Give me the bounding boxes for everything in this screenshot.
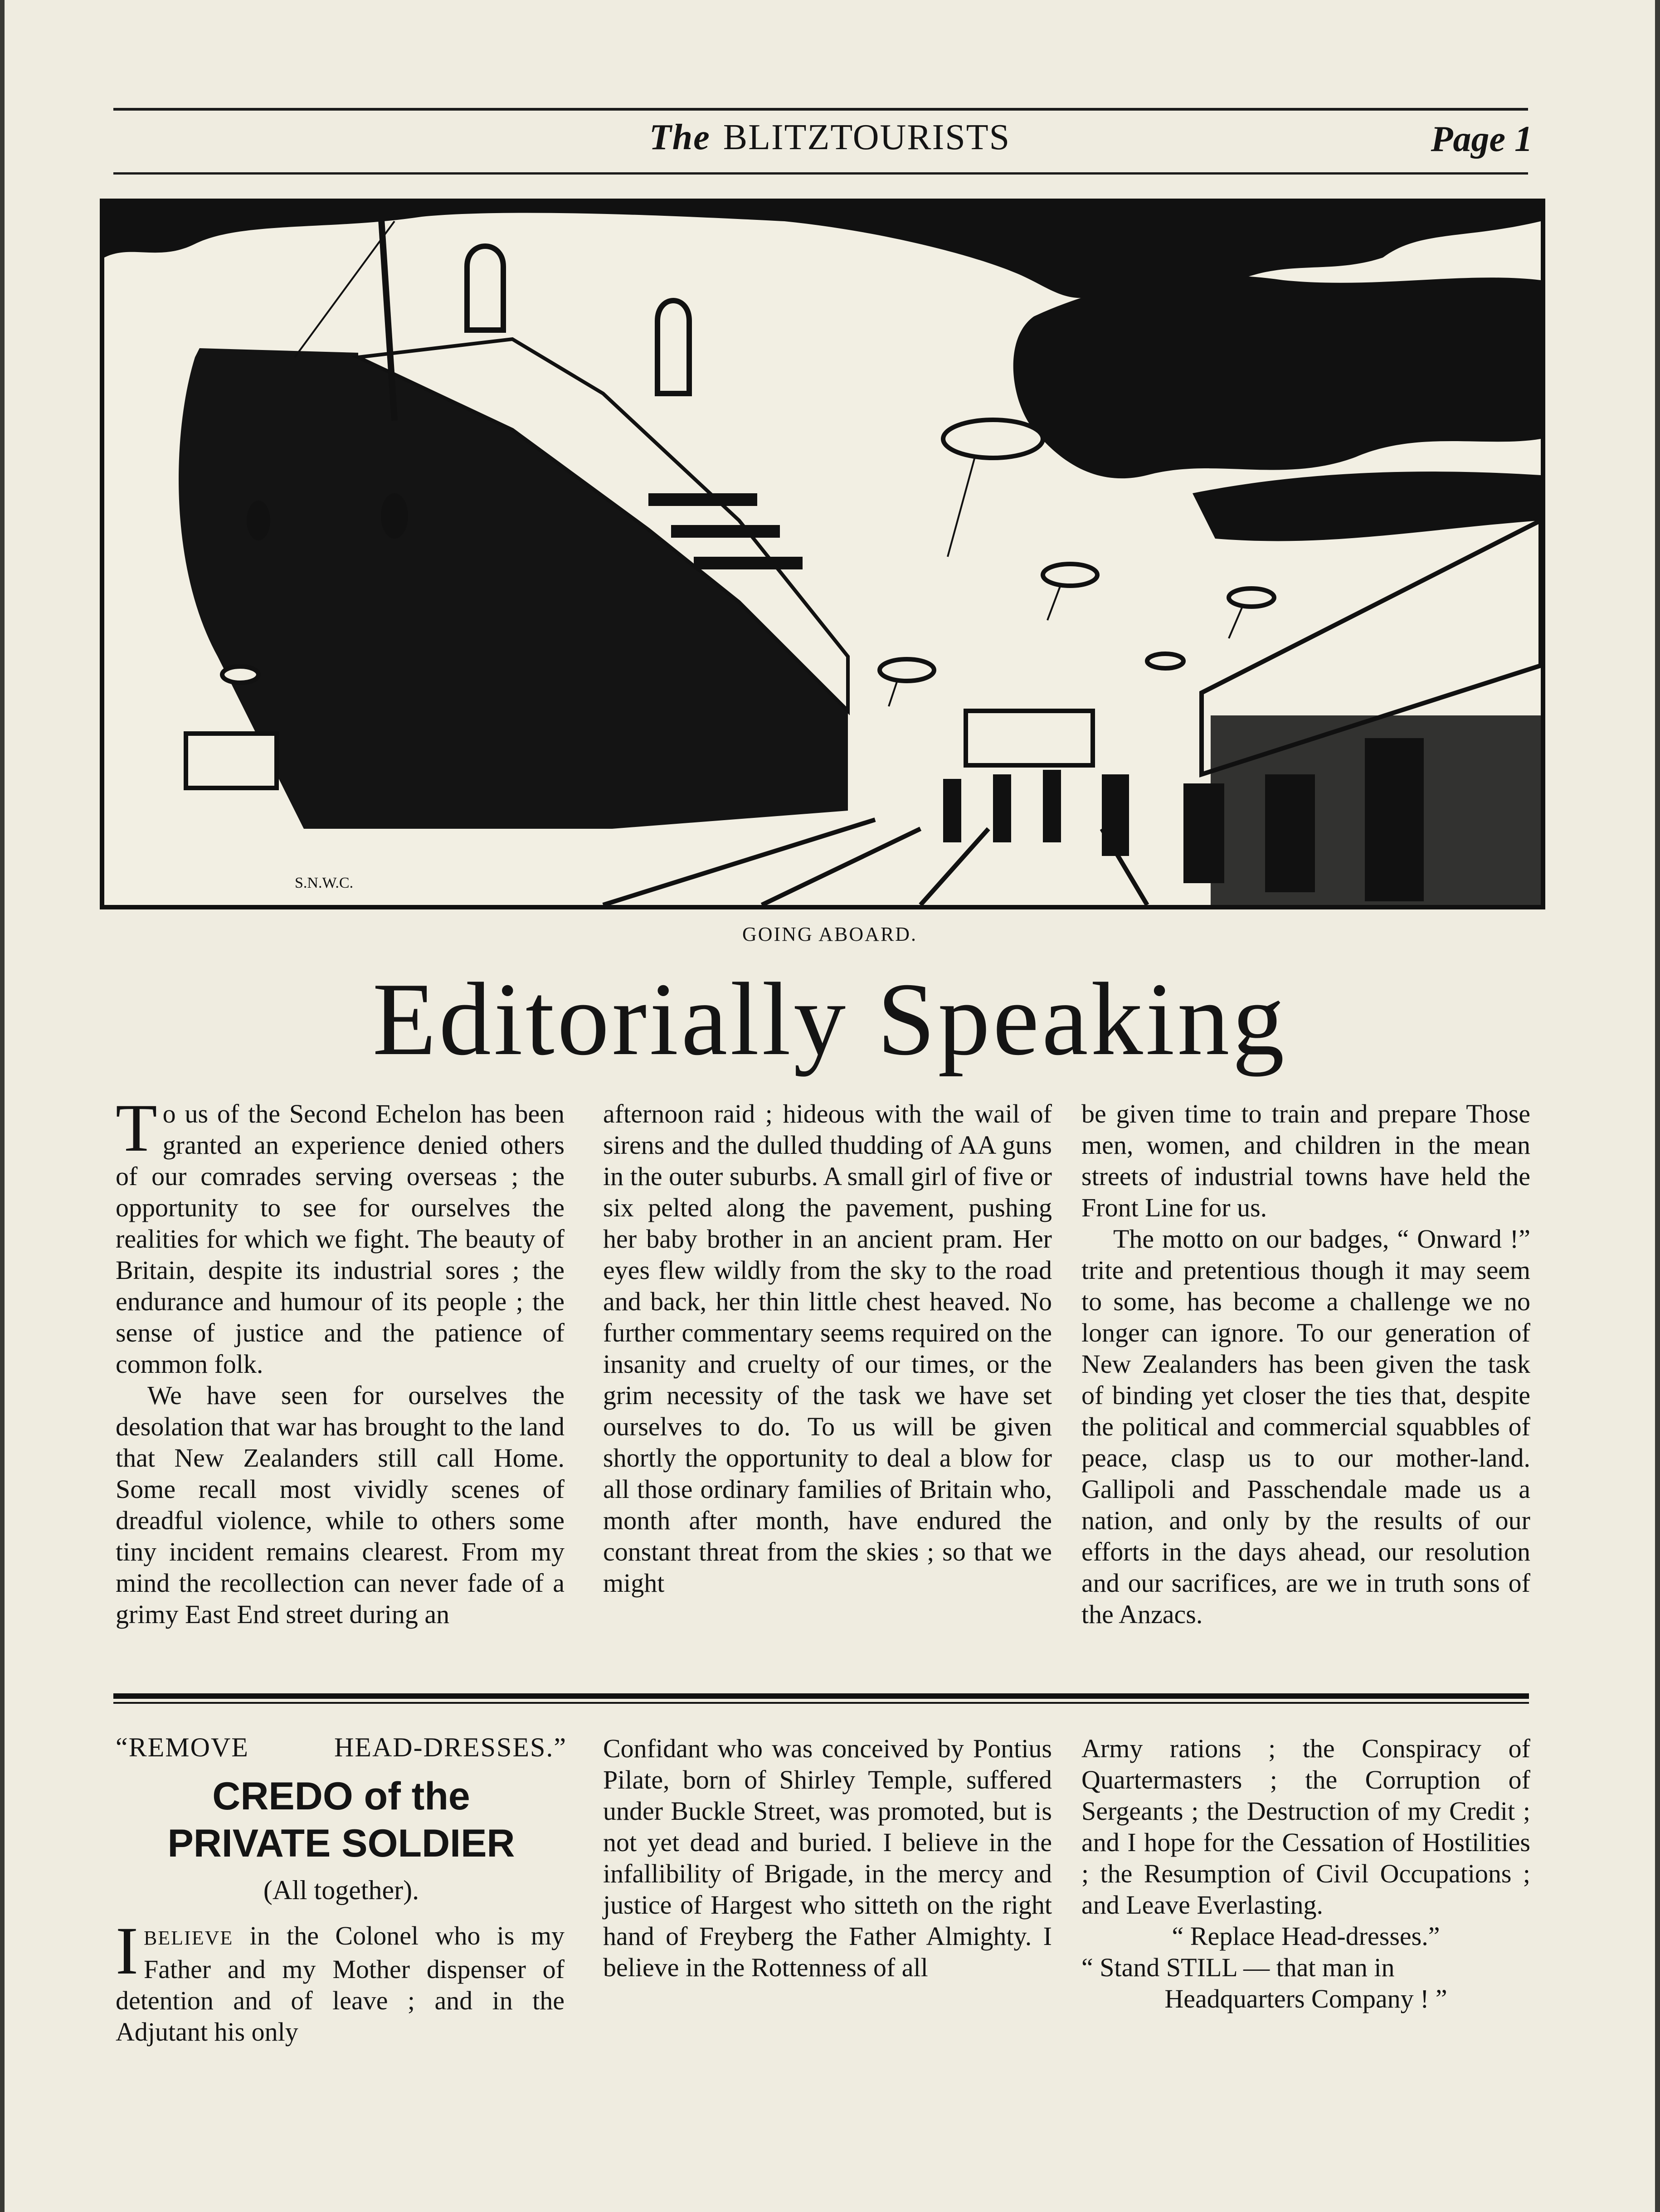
section-divider-thick [113, 1693, 1529, 1699]
ship-drawing [104, 203, 1541, 905]
header-bottom-rule [113, 172, 1528, 175]
funnel-1 [467, 246, 503, 330]
credo-col2-text: Confidant who was conceived by Pontius Pilate, born of Shirley Temple, suffered under Buckle Street, was promoted, but is not yet dead and buried. I believe in the infallibility of Brigade, in the mercy and justice of Hargest who sitteth on the right hand of Freyberg the Father Almighty. I believe in the Rottenness of all [603, 1734, 1052, 1982]
credo-col3-text: Army rations ; the Conspiracy of Quartermasters ; the Corruption of Sergeants ; the Destruction of my Credit ; and I hope for the Cessation of Hostilities ; the Resumption of Civil Occupations ; and Leave Everlasting. [1081, 1734, 1530, 1920]
stand-still: “ Stand STILL — that man in [1081, 1953, 1395, 1982]
dock-hut [186, 734, 277, 788]
credo-col1-text: in the Colonel who is my Father and my Mother dispenser of detention and of leave ; and in the Adjutant his only [116, 1921, 565, 2047]
editorial-col1-para1: o us of the Second Echelon has been granted an experience denied others of our comrades serving overseas ; the opportunity to see for ourselves the realities for which we fight. The beauty of Britain, despite its industrial sores ; the endurance and humour of its people ; the sense of justice and the patience of common folk. [116, 1099, 565, 1379]
editorial-column-1 [116, 1090, 565, 1630]
credo-title [116, 1773, 567, 1867]
all-together: (All together). [263, 1875, 419, 1905]
page-number: Page 1 [1431, 119, 1533, 159]
headquarters-company: Headquarters Company ! ” [1164, 1984, 1447, 2013]
masthead [5, 117, 1655, 158]
credo-title-line2: PRIVATE SOLDIER [167, 1822, 515, 1865]
credo-title-line1: CREDO of the [212, 1774, 470, 1818]
editorial-column-3 [1081, 1098, 1530, 1630]
train-carriage [966, 711, 1093, 765]
editorial-column-2 [603, 1098, 1052, 1599]
editorial-col3-para2: The motto on our badges, “ Onward !” trite and pretentious though it may seem to some, has become a challenge we no longer can ignore. To our generation of New Zealanders has been given the task of binding yet closer the ties that, despite the political and commercial squabbles of peace, clasp us to our mother-land. Gallipoli and Passchendale made us a nation, and only by the results of our efforts in the days ahead, our resolution and our sacrifices, are we in truth sons of the Anzacs. [1081, 1224, 1530, 1629]
masthead-the: The [649, 117, 711, 157]
replace-headdresses: “ Replace Head-dresses.” [1172, 1921, 1440, 1951]
header-top-rule [113, 108, 1528, 111]
masthead-title: BLITZTOURISTS [723, 117, 1011, 157]
editorial-dropcap: T [116, 1090, 157, 1166]
editorial-col2-text: afternoon raid ; hideous with the wail of sirens and the dulled thudding of AA guns in the outer suburbs. A small girl of five or six pelted along the pavement, pushing her baby brother in an ancient pram. Her eyes flew wildly from the sky to the road and back, her thin little chest heaved. No further commentary seems required on the insanity and cruelty of our times, or the grim necessity of the task we have set ourselves to do. To us will be given shortly the opportunity to deal a blow for all those ordinary families of Britain who, month after month, have endured the constant threat from the skies ; so that we might [603, 1099, 1052, 1598]
cloud-right [1013, 276, 1541, 478]
editorial-col3-para1: be given time to train and prepare Those men, women, and children in the mean streets of industrial towns have held the Front Line for us. [1081, 1099, 1530, 1222]
artist-signature: S.N.W.C. [295, 875, 354, 891]
funnel-2 [657, 301, 689, 394]
credo-smallcaps: BELIEVE [143, 1927, 234, 1949]
credo-column-3 [1081, 1733, 1530, 2014]
editorial-col1-para2: We have seen for ourselves the desolation that war has brought to the land that New Zealanders still call Home. Some recall most vividly scenes of dreadful violence, while to others some tiny incident remains clearest. From my mind the recollection can never fade of a grimy East End street during an [116, 1381, 565, 1629]
editorial-title: Editorially Speaking [372, 961, 1287, 1077]
credo-dropcap: I [116, 1913, 138, 1988]
section-divider-thin [113, 1702, 1529, 1704]
credo-column-2 [603, 1733, 1052, 1983]
rail-tracks [603, 820, 1147, 905]
magazine-page [5, 0, 1655, 2212]
illustration-caption: GOING ABOARD. [742, 923, 918, 945]
ship-illustration [100, 199, 1545, 909]
cloud-band [1193, 472, 1541, 541]
credo-column-1 [116, 1913, 565, 2047]
remove-headdresses: “REMOVE HEAD-DRESSES.” [116, 1732, 567, 1762]
